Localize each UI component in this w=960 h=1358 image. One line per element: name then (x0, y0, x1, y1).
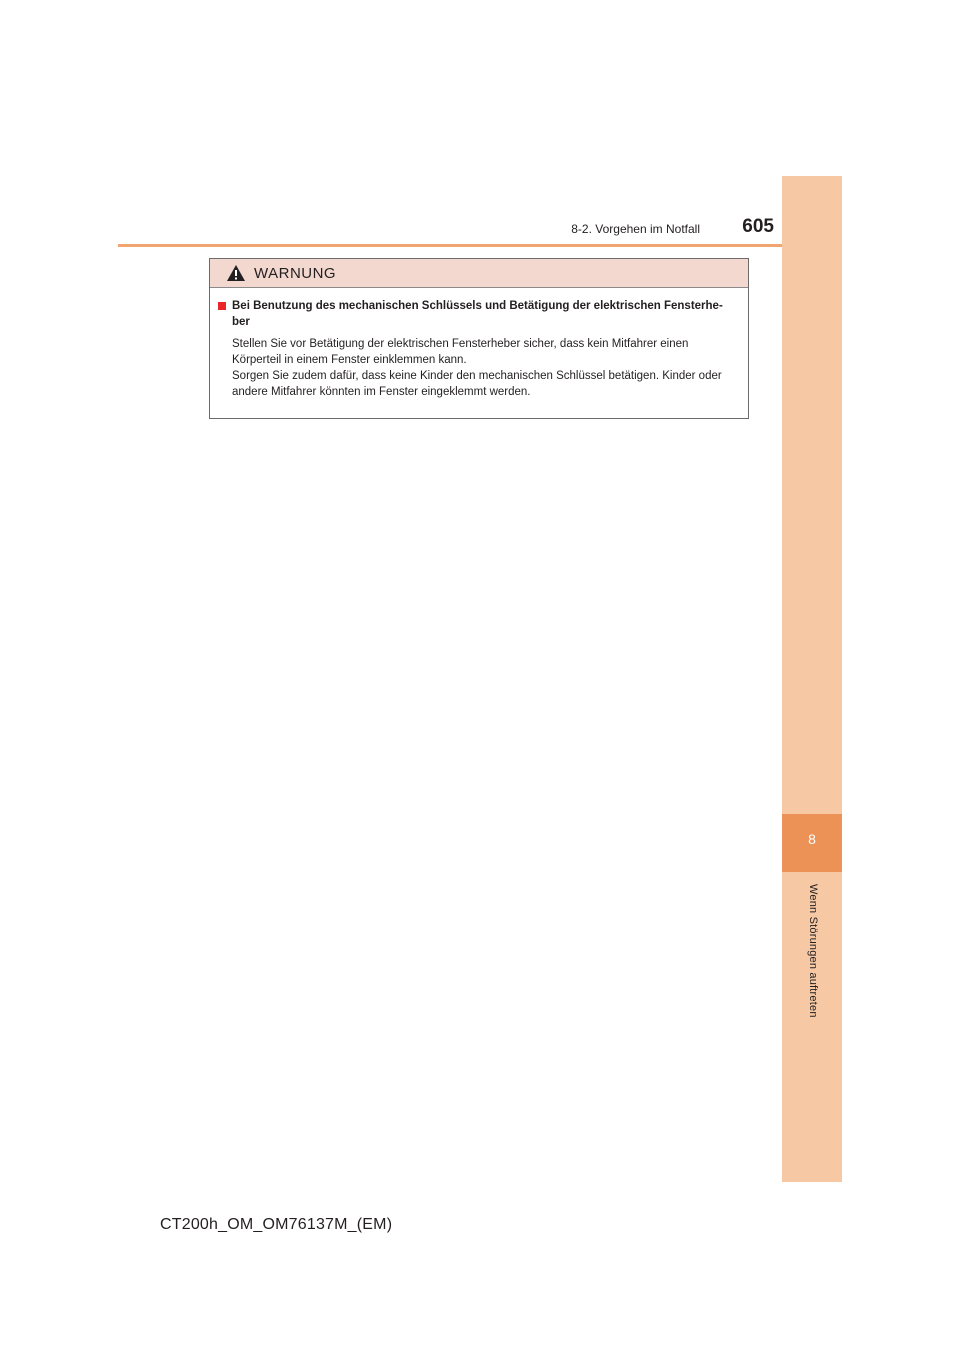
header-rule (118, 244, 842, 247)
warning-line: Sorgen Sie zudem dafür, dass keine Kinder den mechanischen Schlüssel betätigen. Kinder oder andere Mitfahrer könnten im Fenster eingeklemmt werden. (232, 370, 722, 398)
warning-text (232, 336, 738, 400)
chapter-title: Wenn Störungen auftreten (807, 884, 819, 1018)
warning-box (209, 258, 749, 419)
warning-triangle-icon (226, 264, 246, 282)
warning-line: Stellen Sie vor Betätigung der elektrischen Fensterheber sicher, dass kein Mitfahrer einen Körperteil in einem Fenster einklemmen kann. (232, 338, 689, 366)
warning-body (210, 288, 748, 400)
chapter-number: 8 (808, 831, 816, 847)
document-code: CT200h_OM_OM76137M_(EM) (160, 1216, 393, 1233)
warning-heading (218, 298, 738, 330)
warning-title: WARNUNG (254, 264, 337, 282)
bullet-square-icon (218, 302, 226, 310)
page-number: 605 (742, 216, 774, 237)
warning-heading-text: Bei Benutzung des mechanischen Schlüssels und Betätigung der elektrischen Fensterhe-ber (232, 300, 723, 328)
warning-header (210, 259, 748, 288)
section-title: 8-2. Vorgehen im Notfall (571, 222, 700, 236)
